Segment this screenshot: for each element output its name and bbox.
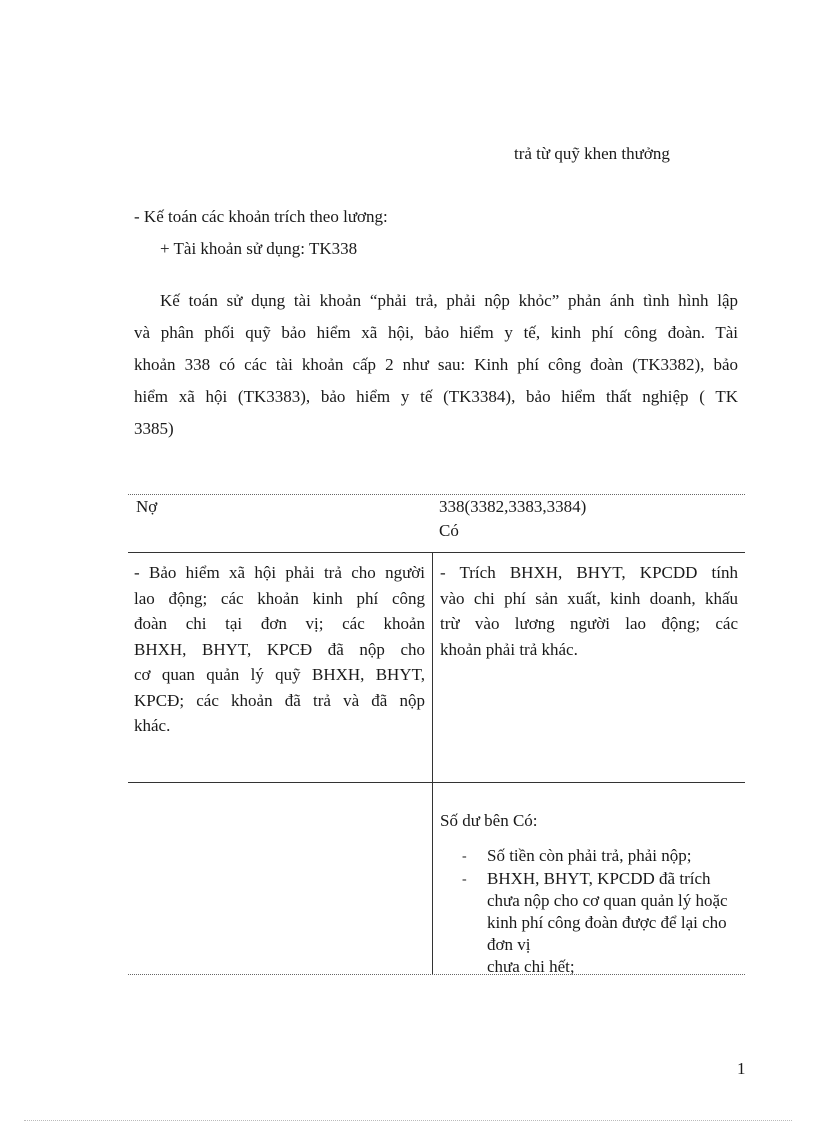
dash-bullet: - bbox=[462, 872, 467, 887]
credit-line: khoản phải trả khác. bbox=[440, 639, 578, 659]
credit-line: - Trích BHXH, BHYT, KPCDD tính bbox=[440, 563, 738, 582]
table-bottom-rule bbox=[128, 974, 745, 975]
debit-line: - Bảo hiểm xã hội phải trả cho người bbox=[134, 563, 425, 582]
paragraph bbox=[134, 285, 738, 445]
balance-heading: Số dư bên Có: bbox=[440, 811, 538, 830]
credit-cell bbox=[440, 560, 738, 662]
balance-item bbox=[462, 845, 740, 867]
balance-item-line: quản lý hoặc kinh phí công bbox=[487, 891, 728, 932]
debit-line: lao động; các khoản kinh phí công bbox=[134, 588, 425, 608]
debit-line: cơ quan quản lý quỹ BHXH, BHYT, bbox=[134, 665, 425, 684]
paragraph-line: 3385) bbox=[134, 419, 174, 438]
account-code: 338(3382,3383,3384) bbox=[439, 497, 587, 516]
debit-line: BHXH, BHYT, KPCĐ đã nộp cho bbox=[134, 639, 425, 659]
balance-item-line: BHXH, BHYT, KPCDD đã bbox=[487, 869, 676, 888]
account-used-line: + Tài khoản sử dụng: TK338 bbox=[160, 239, 358, 258]
balance-item bbox=[462, 868, 740, 978]
paragraph-line: và phân phối quỹ bảo hiểm xã hội, bảo hiểm y tế, kinh phí công đoàn. Tài bbox=[134, 323, 738, 342]
paragraph-line: khoản 338 có các tài khoản cấp 2 như sau: Kinh phí công đoàn (TK3382), bảo bbox=[134, 355, 738, 374]
debit-label: Nợ bbox=[136, 497, 158, 516]
paragraph-line: Kế toán sử dụng tài khoản “phải trả, phải nộp khỏc” phản ánh tình hình lập bbox=[160, 291, 738, 310]
balance-item-text bbox=[487, 845, 740, 867]
t-account-top-line bbox=[128, 552, 745, 553]
balance-item-line: chưa chi hết; bbox=[487, 957, 575, 976]
balance-item-line: Số tiền còn phải trả, phải nộp; bbox=[487, 846, 692, 865]
header-fragment: trả từ quỹ khen thưởng bbox=[514, 144, 670, 163]
balance-item-text bbox=[487, 868, 740, 978]
page-bottom-edge bbox=[24, 1120, 792, 1121]
balance-list bbox=[462, 845, 740, 975]
debit-line: khác. bbox=[134, 716, 171, 735]
balance-item-line: đoàn được để lại cho đơn vị bbox=[487, 913, 727, 954]
page-number: 1 bbox=[737, 1059, 746, 1078]
credit-label: Có bbox=[439, 521, 459, 540]
table-top-rule bbox=[128, 494, 745, 495]
debit-line: KPCĐ; các khoản đã trả và đã nộp bbox=[134, 690, 425, 710]
t-account-divider bbox=[432, 552, 433, 974]
dash-bullet: - bbox=[462, 849, 467, 864]
debit-line: đoàn chi tại đơn vị; các khoản bbox=[134, 614, 425, 633]
section-heading: - Kế toán các khoản trích theo lương: bbox=[134, 207, 388, 226]
credit-line: vào chi phí sản xuất, kinh doanh, khấu bbox=[440, 588, 738, 608]
balance-item-line: trích chưa nộp cho cơ quan bbox=[487, 869, 711, 910]
debit-cell bbox=[134, 560, 425, 739]
paragraph-line: hiểm xã hội (TK3383), bảo hiểm y tế (TK3384), bảo hiểm thất nghiệp ( TK bbox=[134, 387, 738, 406]
credit-line: trừ vào lương người lao động; các bbox=[440, 614, 738, 633]
t-account-middle-line bbox=[128, 782, 745, 783]
